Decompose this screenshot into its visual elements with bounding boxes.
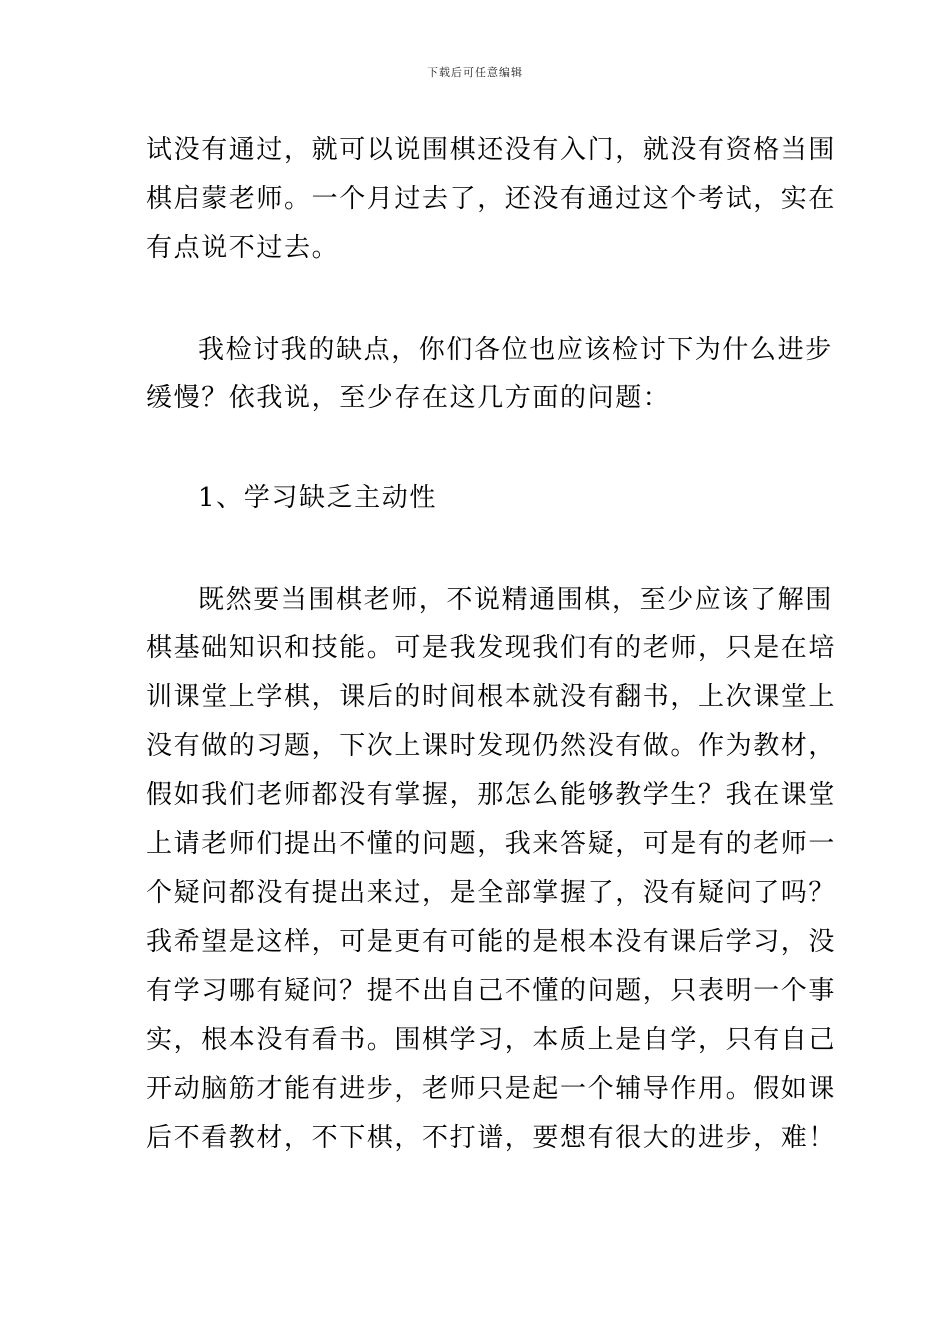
page-header: 下载后可任意编辑 [427, 66, 523, 79]
paragraph-3-line-5: 假如我们老师都没有掌握，那怎么能够教学生？我在课堂 [146, 780, 837, 810]
paragraph-1-line-2: 棋启蒙老师。一个月过去了，还没有通过这个考试，实在 [146, 184, 837, 214]
paragraph-3-line-2: 棋基础知识和技能。可是我发现我们有的老师，只是在培 [146, 633, 837, 663]
section-heading: 1、学习缺乏主动性 [198, 483, 437, 513]
paragraph-3-line-9: 有学习哪有疑问？提不出自己不懂的问题，只表明一个事 [146, 976, 837, 1006]
paragraph-1-line-1: 试没有通过，就可以说围棋还没有入门，就没有资格当围 [146, 135, 837, 165]
paragraph-3-line-1: 既然要当围棋老师，不说精通围棋，至少应该了解围 [198, 585, 833, 615]
paragraph-3-line-4: 没有做的习题，下次上课时发现仍然没有做。作为教材， [146, 731, 837, 761]
paragraph-2-line-2: 缓慢？依我说，至少存在这几方面的问题： [146, 383, 671, 413]
paragraph-3-line-6: 上请老师们提出不懂的问题，我来答疑，可是有的老师一 [146, 829, 837, 859]
paragraph-3-line-3: 训课堂上学棋，课后的时间根本就没有翻书，上次课堂上 [146, 682, 837, 712]
paragraph-3-line-8: 我希望是这样，可是更有可能的是根本没有课后学习，没 [146, 927, 837, 957]
paragraph-3-line-10: 实，根本没有看书。围棋学习，本质上是自学，只有自己 [146, 1025, 837, 1055]
paragraph-3-line-12: 后不看教材，不下棋，不打谱，要想有很大的进步，难！ [146, 1123, 837, 1153]
paragraph-3-line-11: 开动脑筋才能有进步，老师只是起一个辅导作用。假如课 [146, 1074, 837, 1104]
paragraph-1-line-3: 有点说不过去。 [146, 233, 340, 263]
paragraph-2-line-1: 我检讨我的缺点，你们各位也应该检讨下为什么进步 [198, 335, 833, 365]
paragraph-3-line-7: 个疑问都没有提出来过，是全部掌握了，没有疑问了吗？ [146, 878, 837, 908]
